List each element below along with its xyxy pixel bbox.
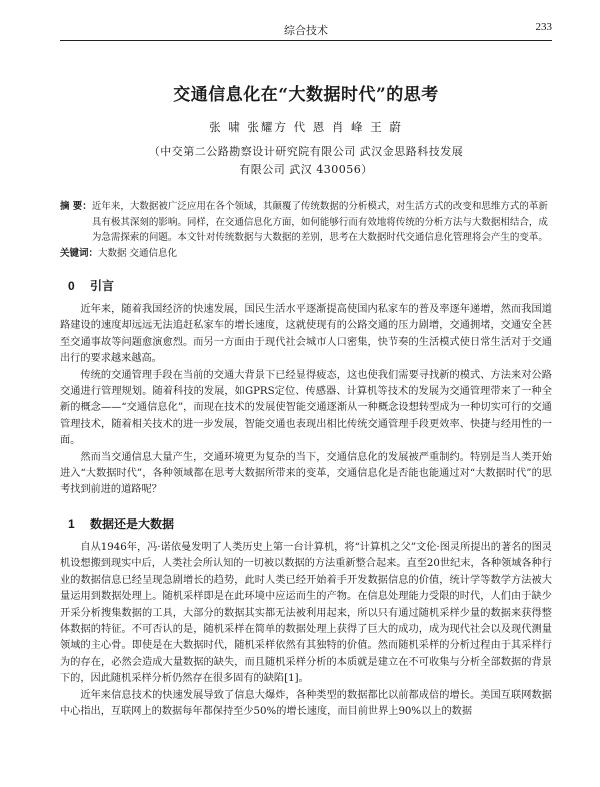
section-title: 数据还是大数据 (90, 516, 175, 531)
journal-name: 综合技术 (284, 24, 328, 37)
section-title: 引言 (90, 279, 115, 293)
section-heading-intro (68, 277, 552, 294)
author-list: 张 啸 张耀方 代 恩 肖 峰 王 蔚 (209, 120, 403, 134)
affiliation (60, 143, 552, 179)
keywords-text: 大数据 交通信息化 (98, 247, 178, 259)
keywords-label: 关键词： (60, 247, 99, 259)
section-number: 1 (68, 516, 75, 531)
page-number: 233 (535, 21, 552, 33)
abstract (60, 199, 552, 246)
affiliation-line-1: （中交第二公路勘察设计研究院有限公司 武汉金思路科技发展 (148, 145, 464, 158)
abstract-label: 摘 要： (60, 201, 92, 212)
paragraph: 近年来，随着我国经济的快速发展，国民生活水平逐渐提高使国内私家车的普及率逐年递增，然而我国道路建设的速度却远远无法追赶私家车的增长速度，这就使现有的公路交通的压力剧增，交通拥堵，交通安全甚至交通事故等问题愈演愈烈。而另一方面由于现代社会城市人口密集，快节奏的生活模式使日常生活对于交通出行的要求越来越高。 (60, 304, 552, 365)
affiliation-line-2: 有限公司 武汉 430056） (239, 163, 373, 176)
section-heading-data (68, 515, 552, 532)
article-content (60, 80, 552, 720)
paragraph: 然而当交通信息大量产生，交通环境更为复杂的当下，交通信息化的发展被严重制约。特别是当人类开始进入“大数据时代”，各种领域都在思考大数据所带来的变革，交通信息化是否能也能通过对“大数据时代”的思考找到前进的道路呢？ (60, 451, 552, 496)
keywords (60, 246, 552, 262)
article-title: 交通信息化在“大数据时代”的思考 (173, 85, 439, 105)
running-header (60, 20, 552, 41)
abstract-text: 近年来，大数据被广泛应用在各个领域，其颠覆了传统数据的分析模式，对生活方式的改变和思维方式的革新具有极其深刻的影响。同样，在交通信息化方面，如何能够行而有效地将传统的分析方法与大数据相结合，成为急需探索的问题。本文针对传统数据与大数据的差别，思考在大数据时代交通信息化管理将会产生的变革。 (91, 201, 548, 243)
paragraph: 传统的交通管理手段在当前的交通大背景下已经显得疲态，这也使我们需要寻找新的模式、方法来对公路交通进行管理规划。随着科技的发展，如GPRS定位、传感器、计算机等技术的发展为交通管理带来了一种全新的概念——“交通信息化”，而现在技术的发展使智能交通逐渐从一种概念设想转型成为一种切实可行的交通管理技术，随着相关技术的进一步发展，智能交通也表现出相比传统交通管理手段更效率、快捷与经用性的一面。 (60, 369, 552, 447)
paragraph: 近年来信息技术的快速发展导致了信息大爆炸，各种类型的数据都比以前都成倍的增长。美国互联网数据中心指出，互联网上的数据每年都保持至少50%的增长速度，而目前世界上90%以上的数据 (60, 689, 552, 717)
section-number: 0 (68, 279, 75, 293)
paragraph: 自从1946年，冯·诺依曼发明了人类历史上第一台计算机，将“计算机之父”文伦·图灵所提出的著名的图灵机设想搬到现实中后，人类社会所认知的一切被以数据的方法重新整合起来。直至20世纪末，各种领域各种行业的数据信息已经呈现急剧增长的趋势，此时人类已经开始着手开发数据信息的价值，统计学等数学方法被大量运用到数据处理上。随机采样即是在此环境中应运而生的产物。在信息处理能力受限的时代，人们由于缺少开采分析搜集数据的工具，大部分的数据其实都无法被利用起来，所以只有通过随机采样少量的数据来获得整体数据的特征。不可否认的是，随机采样在简单的数据处理上获得了巨大的成功，成为现代社会以及现代测量领域的主心骨。即使是在大数据时代，随机采样依然有其独特的价值。然而随机采样的分析过程由于其采样行为的存在，必然会造成大量数据的缺失，而且随机采样分析的本质就是建立在不可收集与分析全部数据的背景下的，因此随机采样分析仍然存在很多固有的缺陷[1]。 (60, 541, 552, 685)
